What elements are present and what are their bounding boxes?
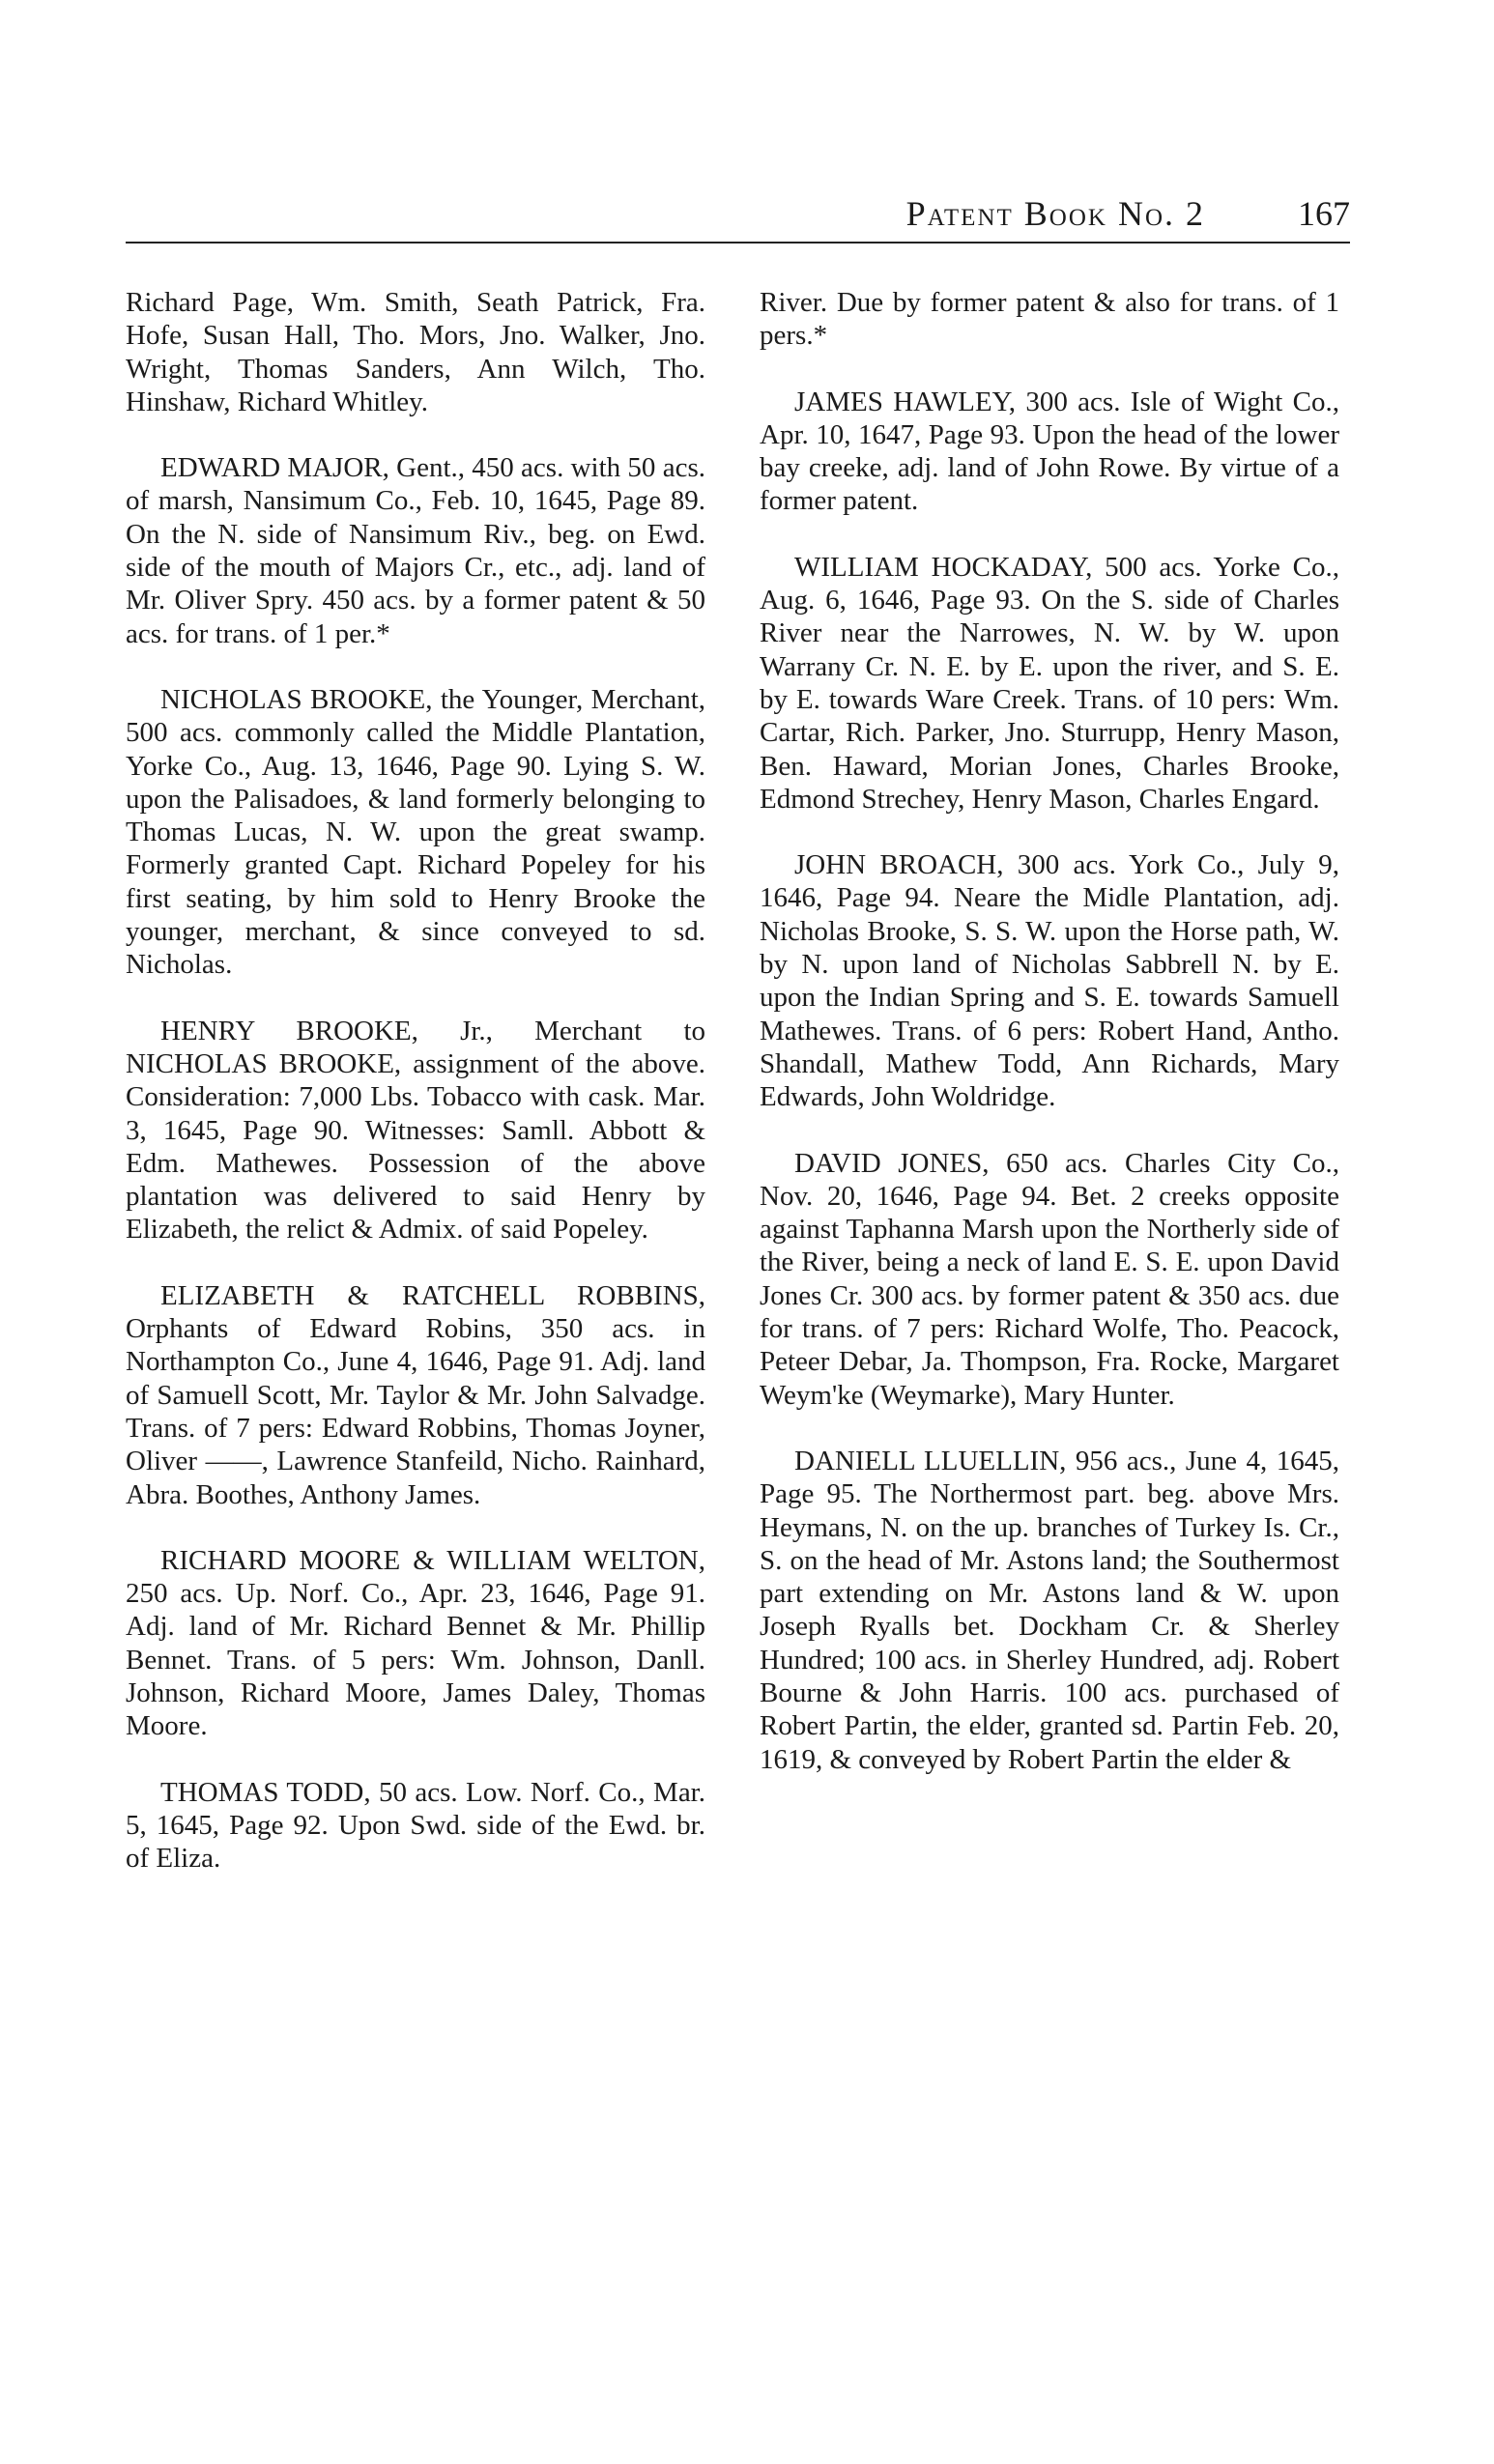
entry-edward-major: EDWARD MAJOR, Gent., 450 acs. with 50 acs. of marsh, Nansimum Co., Feb. 10, 1645, Page 89. On the N. side of Nansimum Riv., beg. on Ewd. side of the mouth of Majors Cr., etc., adj. land of Mr. Oliver Spry. 450 acs. by a former patent & 50 acs. for trans. of 1 per.* — [126, 452, 705, 649]
right-column — [760, 286, 1339, 1809]
entry-james-hawley: JAMES HAWLEY, 300 acs. Isle of Wight Co., Apr. 10, 1647, Page 93. Upon the head of the lower bay creeke, adj. land of John Rowe. By virtue of a former patent. — [760, 386, 1339, 517]
entry-nicholas-brooke: NICHOLAS BROOKE, the Younger, Merchant, 500 acs. commonly called the Middle Plantation, Yorke Co., Aug. 13, 1646, Page 90. Lying S. W. upon the Palisadoes, & land formerly belonging to Thomas Lucas, N. W. upon the great swamp. Formerly granted Capt. Richard Popeley for his first seating, by him sold to Henry Brooke the younger, merchant, & since conveyed to sd. Nicholas. — [126, 683, 705, 981]
entry-continuation: River. Due by former patent & also for trans. of 1 pers.* — [760, 287, 1339, 352]
page-header — [126, 191, 1350, 244]
entry-william-hockaday: WILLIAM HOCKADAY, 500 acs. Yorke Co., Aug. 6, 1646, Page 93. On the S. side of Charles River near the Narrowes, N. W. by W. upon Warrany Cr. N. E. by E. upon the river, and S. E. by E. towards Ware Creek. Trans. of 10 pers: Wm. Cartar, Rich. Parker, Jno. Sturrupp, Henry Mason, Ben. Haward, Morian Jones, Charles Brooke, Edmond Strechey, Henry Mason, Charles Engard. — [760, 551, 1339, 815]
entry-continuation: Richard Page, Wm. Smith, Seath Patrick, Fra. Hofe, Susan Hall, Tho. Mors, Jno. Walker, Jno. Wright, Thomas Sanders, Ann Wilch, Tho. Hinshaw, Richard Whitley. — [126, 287, 705, 417]
running-title: Patent Book No. 2 — [905, 194, 1205, 233]
left-column — [126, 286, 705, 1907]
page-number: 167 — [1298, 194, 1350, 233]
entry-john-broach: JOHN BROACH, 300 acs. York Co., July 9, 1646, Page 94. Neare the Midle Plantation, adj. Nicholas Brooke, S. S. W. upon the Horse path, W. by N. upon land of Nicholas Sabbrell N. by E. upon the Indian Spring and S. E. towards Samuell Mathewes. Trans. of 6 pers: Robert Hand, Antho. Shandall, Mathew Todd, Ann Richards, Mary Edwards, John Woldridge. — [760, 849, 1339, 1113]
entry-robbins: ELIZABETH & RATCHELL ROBBINS, Orphants of Edward Robins, 350 acs. in Northampton Co., June 4, 1646, Page 91. Adj. land of Samuell Scott, Mr. Taylor & Mr. John Salvadge. Trans. of 7 pers: Edward Robbins, Thomas Joyner, Oliver ——, Lawrence Stanfeild, Nicho. Rainhard, Abra. Boothes, Anthony James. — [126, 1279, 705, 1510]
entry-daniell-lluellin: DANIELL LLUELLIN, 956 acs., June 4, 1645, Page 95. The Northermost part. beg. above Mrs. Heymans, N. on the up. branches of Turkey Is. Cr., S. on the head of Mr. Astons land; the Southermost part extending on Mr. Astons land & W. upon Joseph Ryalls bet. Dockham Cr. & Sherley Hundred; 100 acs. in Sherley Hundred, adj. Robert Bourne & John Harris. 100 acs. purchased of Robert Partin, the elder, granted sd. Partin Feb. 20, 1619, & conveyed by Robert Partin the elder & — [760, 1445, 1339, 1775]
entry-moore-welton: RICHARD MOORE & WILLIAM WELTON, 250 acs. Up. Norf. Co., Apr. 23, 1646, Page 91. Adj. land of Mr. Richard Bennet & Mr. Phillip Bennet. Trans. of 5 pers: Wm. Johnson, Danll. Johnson, Richard Moore, James Daley, Thomas Moore. — [126, 1544, 705, 1742]
entry-henry-brooke: HENRY BROOKE, Jr., Merchant to NICHOLAS BROOKE, assignment of the above. Consideration: 7,000 Lbs. Tobacco with cask. Mar. 3, 1645, Page 90. Witnesses: Samll. Abbott & Edm. Mathewes. Possession of the above plantation was delivered to said Henry by Elizabeth, the relict & Admix. of said Popeley. — [126, 1015, 705, 1246]
entry-david-jones: DAVID JONES, 650 acs. Charles City Co., Nov. 20, 1646, Page 94. Bet. 2 creeks opposite against Taphanna Marsh upon the Northerly side of the River, being a neck of land E. S. E. upon David Jones Cr. 300 acs. by former patent & 350 acs. due for trans. of 7 pers: Richard Wolfe, Tho. Peacock, Peteer Debar, Ja. Thompson, Fra. Rocke, Margaret Weym'ke (Weymarke), Mary Hunter. — [760, 1147, 1339, 1411]
entry-thomas-todd: THOMAS TODD, 50 acs. Low. Norf. Co., Mar. 5, 1645, Page 92. Upon Swd. side of the Ewd. br. of Eliza. — [126, 1776, 705, 1875]
